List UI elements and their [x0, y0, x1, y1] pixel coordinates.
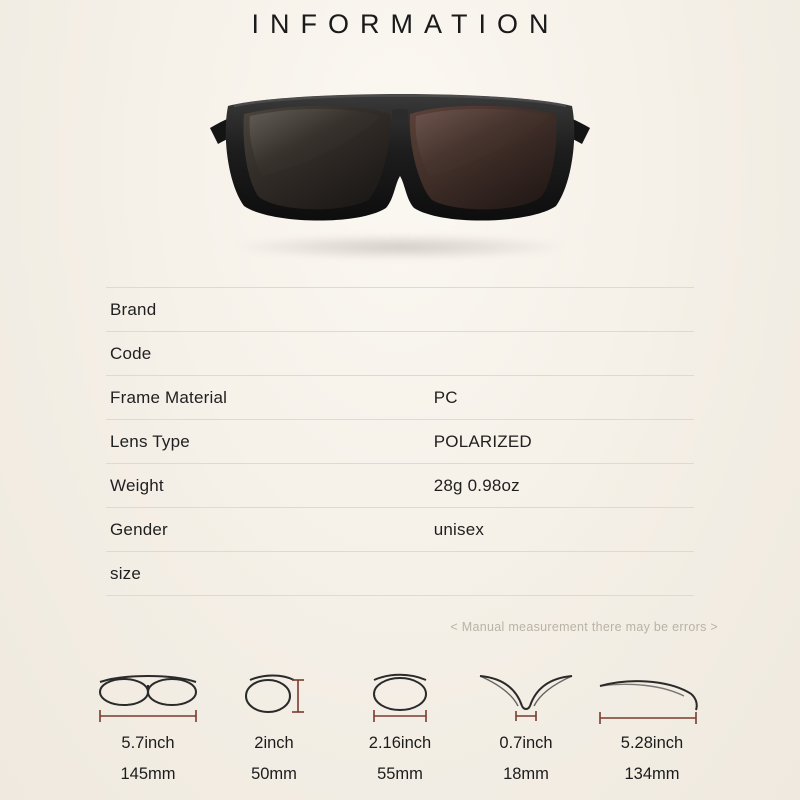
specification-table [106, 287, 694, 596]
spec-value [412, 332, 694, 376]
table-row [106, 332, 694, 376]
bridge-width-icon [463, 660, 589, 726]
measurement-inch: 2.16inch [368, 734, 432, 752]
measurement-inch: 5.7inch [121, 734, 175, 752]
measurement-inch: 5.28inch [620, 734, 684, 752]
measurement-item-total-width [85, 660, 211, 784]
spec-value: 28g 0.98oz [412, 464, 694, 508]
spec-label: Brand [106, 288, 412, 332]
spec-label: Weight [106, 464, 412, 508]
spec-label: Frame Material [106, 376, 412, 420]
table-row [106, 552, 694, 596]
measurement-mm: 55mm [377, 765, 423, 783]
spec-value: POLARIZED [412, 420, 694, 464]
measurement-mm: 18mm [503, 765, 549, 783]
product-hero [0, 54, 800, 259]
measurement-mm: 50mm [251, 765, 297, 783]
table-row [106, 464, 694, 508]
measurement-disclaimer: < Manual measurement there may be errors > [450, 620, 718, 634]
page-title: INFORMATION [251, 9, 560, 39]
lens-height-icon [211, 660, 337, 726]
sunglasses-product-photo [200, 76, 600, 246]
spec-label: Code [106, 332, 412, 376]
spec-value: PC [412, 376, 694, 420]
measurement-item-lens-width [337, 660, 463, 784]
measurement-row [0, 660, 800, 784]
spec-label: size [106, 552, 412, 596]
spec-label: Gender [106, 508, 412, 552]
spec-value [412, 288, 694, 332]
spec-value: unisex [412, 508, 694, 552]
measurement-inch: 2inch [254, 734, 294, 752]
table-row [106, 508, 694, 552]
full-frame-width-icon [85, 660, 211, 726]
spec-value [412, 552, 694, 596]
measurement-item-lens-height [211, 660, 337, 784]
measurement-item-temple-length [589, 660, 715, 784]
table-row [106, 288, 694, 332]
measurement-mm: 134mm [624, 765, 680, 783]
spec-label: Lens Type [106, 420, 412, 464]
table-row [106, 420, 694, 464]
measurement-item-bridge-width [463, 660, 589, 784]
lens-width-icon [337, 660, 463, 726]
measurement-inch: 0.7inch [499, 734, 553, 752]
temple-length-icon [589, 660, 715, 726]
table-row [106, 376, 694, 420]
measurement-mm: 145mm [120, 765, 176, 783]
